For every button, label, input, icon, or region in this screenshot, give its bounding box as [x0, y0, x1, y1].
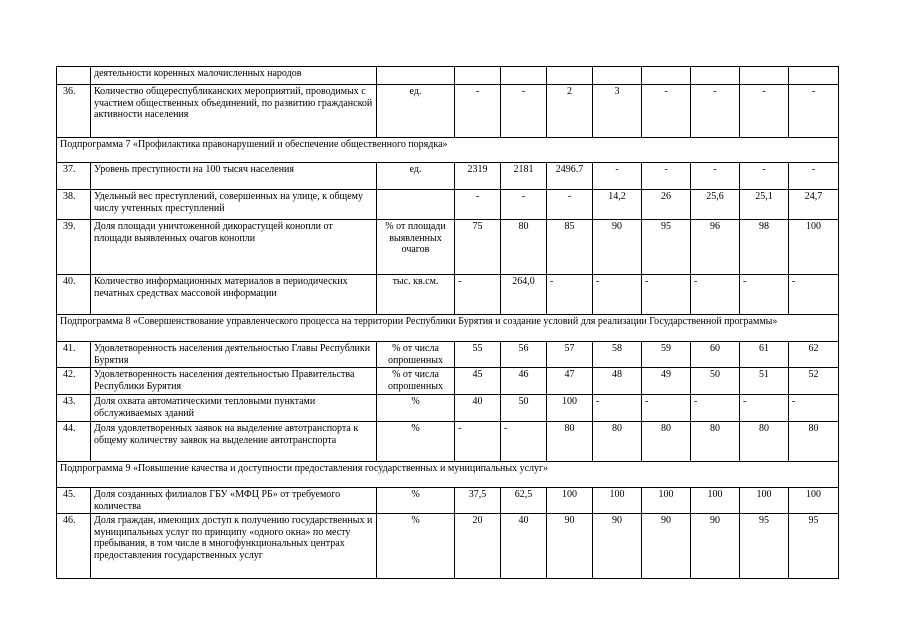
- indicator-name: Доля созданных филиалов ГБУ «МФЦ РБ» от требуемого количества: [91, 488, 377, 514]
- value-cell: 100: [691, 488, 740, 514]
- value-cell: -: [642, 85, 691, 138]
- value-cell: [740, 67, 789, 85]
- value-cell: 100: [547, 395, 593, 422]
- indicator-name: Уровень преступности на 100 тысяч населения: [91, 163, 377, 190]
- value-cell: 37,5: [455, 488, 501, 514]
- value-cell: 100: [642, 488, 691, 514]
- value-cell: 96: [691, 220, 740, 275]
- table-row: [57, 67, 839, 85]
- unit-cell: ед.: [377, 85, 455, 138]
- value-cell: 58: [593, 342, 642, 368]
- value-cell: -: [501, 85, 547, 138]
- indicator-name: Количество общереспубликанских мероприятий, проводимых с участием общественных объединений, по развитию гражданской активности населения: [91, 85, 377, 138]
- value-cell: 80: [501, 220, 547, 275]
- value-cell: 95: [789, 514, 839, 579]
- table-row: [57, 422, 839, 462]
- value-cell: 90: [691, 514, 740, 579]
- value-cell: 264,0: [501, 275, 547, 315]
- table-row: [57, 368, 839, 395]
- row-number: 43.: [57, 395, 91, 422]
- indicator-name: Доля охвата автоматическими тепловыми пунктами обслуживаемых зданий: [91, 395, 377, 422]
- row-number: 39.: [57, 220, 91, 275]
- indicator-name: деятельности коренных малочисленных народов: [91, 67, 377, 85]
- value-cell: -: [593, 395, 642, 422]
- value-cell: -: [593, 275, 642, 315]
- value-cell: 90: [593, 514, 642, 579]
- row-number: 44.: [57, 422, 91, 462]
- value-cell: 2: [547, 85, 593, 138]
- value-cell: 2181: [501, 163, 547, 190]
- value-cell: -: [789, 275, 839, 315]
- table-row: [57, 514, 839, 579]
- unit-cell: %: [377, 488, 455, 514]
- indicator-name: Доля удовлетворенных заявок на выделение автотранспорта к общему количеству заявок на выделение автотранспорта: [91, 422, 377, 462]
- row-number: 38.: [57, 190, 91, 220]
- subprogram-title: Подпрограмма 9 «Повышение качества и доступности предоставления государственных и муниципальных услуг»: [57, 462, 839, 488]
- value-cell: -: [501, 422, 547, 462]
- value-cell: 62: [789, 342, 839, 368]
- value-cell: -: [455, 275, 501, 315]
- value-cell: 50: [501, 395, 547, 422]
- value-cell: 56: [501, 342, 547, 368]
- row-number: 41.: [57, 342, 91, 368]
- unit-cell: %: [377, 395, 455, 422]
- value-cell: -: [642, 275, 691, 315]
- value-cell: -: [547, 275, 593, 315]
- value-cell: 49: [642, 368, 691, 395]
- value-cell: 20: [455, 514, 501, 579]
- value-cell: [501, 67, 547, 85]
- row-number: 37.: [57, 163, 91, 190]
- value-cell: -: [642, 395, 691, 422]
- indicators-table: [56, 66, 839, 579]
- value-cell: 25,1: [740, 190, 789, 220]
- value-cell: [789, 67, 839, 85]
- value-cell: -: [593, 163, 642, 190]
- unit-cell: %: [377, 514, 455, 579]
- subprogram-row: [57, 315, 839, 342]
- value-cell: 75: [455, 220, 501, 275]
- value-cell: -: [691, 275, 740, 315]
- value-cell: -: [789, 163, 839, 190]
- value-cell: 80: [789, 422, 839, 462]
- value-cell: 95: [740, 514, 789, 579]
- value-cell: -: [455, 190, 501, 220]
- row-number: 42.: [57, 368, 91, 395]
- indicator-name: Количество информационных материалов в периодических печатных средствах массовой информации: [91, 275, 377, 315]
- subprogram-title: Подпрограмма 8 «Совершенствование управленческого процесса на территории Республики Бурятия и создание условий для реализации Государственной программы»: [57, 315, 839, 342]
- value-cell: 57: [547, 342, 593, 368]
- value-cell: [691, 67, 740, 85]
- unit-cell: % от числа опрошенных: [377, 342, 455, 368]
- value-cell: 100: [789, 488, 839, 514]
- value-cell: -: [740, 85, 789, 138]
- table-row: [57, 275, 839, 315]
- subprogram-title: Подпрограмма 7 «Профилактика правонарушений и обеспечение общественного порядка»: [57, 138, 839, 163]
- value-cell: -: [642, 163, 691, 190]
- value-cell: 100: [789, 220, 839, 275]
- value-cell: [455, 67, 501, 85]
- value-cell: -: [455, 422, 501, 462]
- value-cell: 90: [547, 514, 593, 579]
- value-cell: 80: [642, 422, 691, 462]
- value-cell: 55: [455, 342, 501, 368]
- value-cell: 3: [593, 85, 642, 138]
- subprogram-row: [57, 462, 839, 488]
- value-cell: 50: [691, 368, 740, 395]
- table-row: [57, 163, 839, 190]
- value-cell: 90: [642, 514, 691, 579]
- value-cell: 61: [740, 342, 789, 368]
- unit-cell: % от числа опрошенных: [377, 368, 455, 395]
- value-cell: 24,7: [789, 190, 839, 220]
- indicator-name: Доля граждан, имеющих доступ к получению государственных и муниципальных услуг по принципу «одного окна» по месту пребывания, в том числе в многофункциональных центрах предоставления государственных услуг: [91, 514, 377, 579]
- row-number: 45.: [57, 488, 91, 514]
- value-cell: 90: [593, 220, 642, 275]
- value-cell: 26: [642, 190, 691, 220]
- row-number: 46.: [57, 514, 91, 579]
- value-cell: -: [455, 85, 501, 138]
- value-cell: 100: [740, 488, 789, 514]
- value-cell: 45: [455, 368, 501, 395]
- indicator-name: Удельный вес преступлений, совершенных на улице, к общему числу учтенных преступлений: [91, 190, 377, 220]
- value-cell: 14,2: [593, 190, 642, 220]
- value-cell: -: [789, 395, 839, 422]
- unit-cell: [377, 190, 455, 220]
- value-cell: 40: [455, 395, 501, 422]
- value-cell: -: [691, 163, 740, 190]
- value-cell: -: [501, 190, 547, 220]
- value-cell: 100: [547, 488, 593, 514]
- value-cell: 95: [642, 220, 691, 275]
- value-cell: 2496.7: [547, 163, 593, 190]
- row-number: [57, 67, 91, 85]
- indicator-name: Удовлетворенность населения деятельностью Правительства Республики Бурятия: [91, 368, 377, 395]
- value-cell: 47: [547, 368, 593, 395]
- value-cell: 25,6: [691, 190, 740, 220]
- indicator-name: Удовлетворенность населения деятельностью Главы Республики Бурятия: [91, 342, 377, 368]
- value-cell: 80: [547, 422, 593, 462]
- value-cell: 98: [740, 220, 789, 275]
- table-row: [57, 395, 839, 422]
- value-cell: 46: [501, 368, 547, 395]
- unit-cell: ед.: [377, 163, 455, 190]
- unit-cell: %: [377, 422, 455, 462]
- unit-cell: % от площади выявленных очагов: [377, 220, 455, 275]
- row-number: 36.: [57, 85, 91, 138]
- row-number: 40.: [57, 275, 91, 315]
- indicator-name: Доля площади уничтоженной дикорастущей конопли от площади выявленных очагов конопли: [91, 220, 377, 275]
- table-row: [57, 342, 839, 368]
- value-cell: 80: [691, 422, 740, 462]
- table-row: [57, 190, 839, 220]
- subprogram-row: [57, 138, 839, 163]
- value-cell: 100: [593, 488, 642, 514]
- value-cell: 40: [501, 514, 547, 579]
- value-cell: 80: [740, 422, 789, 462]
- value-cell: 60: [691, 342, 740, 368]
- table-row: [57, 220, 839, 275]
- value-cell: -: [789, 85, 839, 138]
- value-cell: -: [691, 85, 740, 138]
- value-cell: -: [691, 395, 740, 422]
- value-cell: [547, 67, 593, 85]
- value-cell: 80: [593, 422, 642, 462]
- table-row: [57, 85, 839, 138]
- value-cell: 51: [740, 368, 789, 395]
- value-cell: -: [740, 275, 789, 315]
- value-cell: 62,5: [501, 488, 547, 514]
- value-cell: 85: [547, 220, 593, 275]
- value-cell: -: [740, 163, 789, 190]
- value-cell: -: [547, 190, 593, 220]
- value-cell: -: [740, 395, 789, 422]
- table-row: [57, 488, 839, 514]
- value-cell: 48: [593, 368, 642, 395]
- value-cell: 59: [642, 342, 691, 368]
- value-cell: 52: [789, 368, 839, 395]
- unit-cell: [377, 67, 455, 85]
- unit-cell: тыс. кв.см.: [377, 275, 455, 315]
- table-body: [57, 67, 839, 579]
- value-cell: [642, 67, 691, 85]
- value-cell: [593, 67, 642, 85]
- value-cell: 2319: [455, 163, 501, 190]
